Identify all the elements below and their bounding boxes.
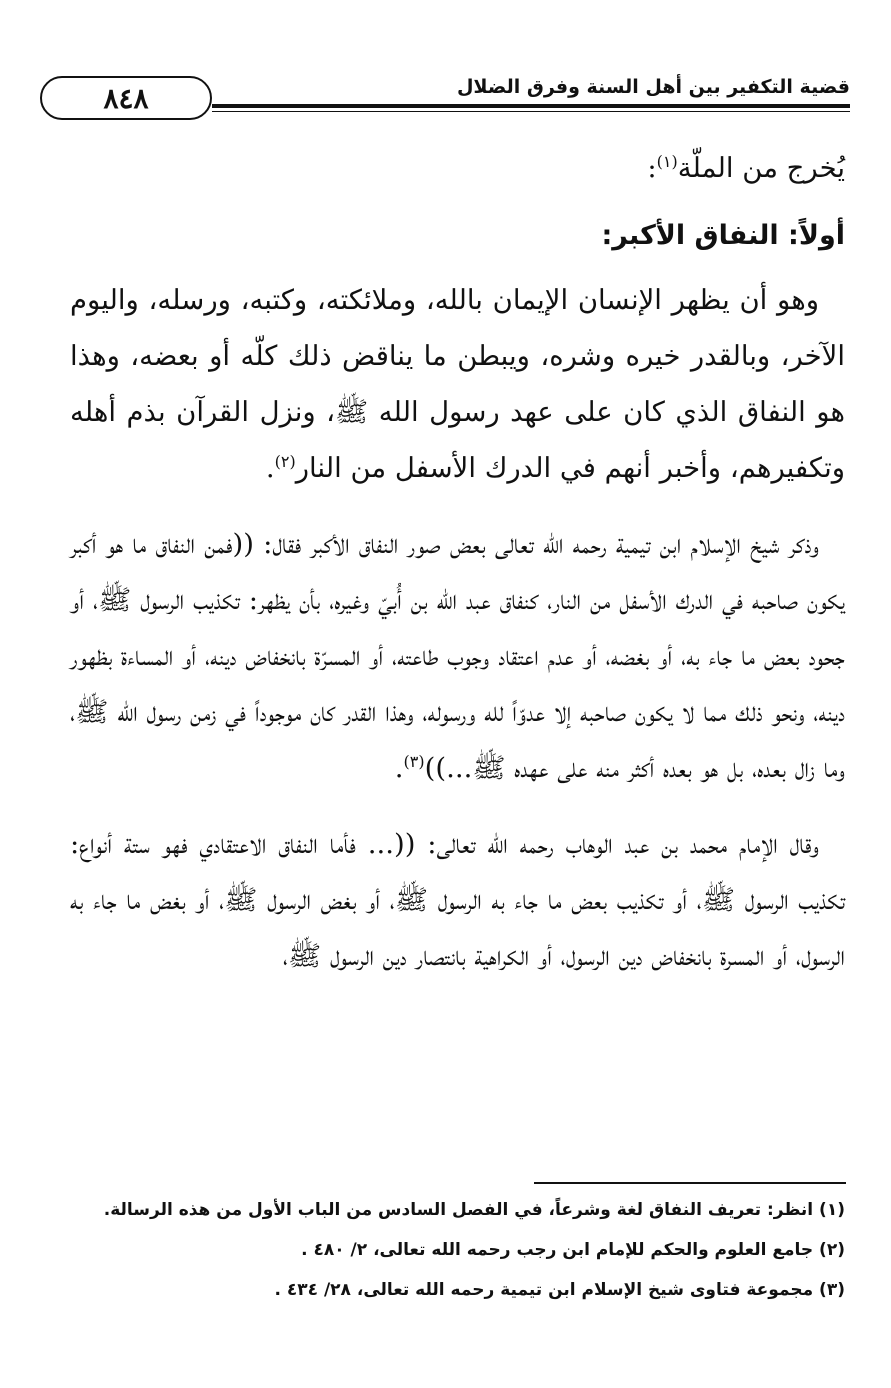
footnote-1 <box>55 1190 845 1230</box>
footnote-2 <box>55 1230 845 1270</box>
footnote-ref-3: (٣) <box>403 751 425 771</box>
running-title: قضية التكفير بين أهل السنة وفرق الضلال <box>456 76 850 98</box>
intro-text: يُخرج من الملّة <box>677 152 845 184</box>
footnote-text: جامع العلوم والحكم للإمام ابن رجب رحمه الله تعالى، ٢/ ٤٨٠ . <box>301 1240 814 1260</box>
paragraph-2 <box>70 516 845 796</box>
footnote-number: (٢) <box>819 1240 845 1260</box>
footnote-ref-1: (١) <box>656 151 678 171</box>
paragraph-2-text: وذكر شيخ الإسلام ابن تيمية رحمه الله تعالى بعض صور النفاق الأكبر فقال: ((فمن النفاق ما هو أكبر يكون صاحبه في الدرك الأسفل من النار، كنفاق عبد الله بن أُبيّ وغيره، بأن يظهر: تكذيب الرسول ﷺ، أو جحود بعض ما جاء به، أو بغضه، أو عدم اعتقاد وجوب طاعته، أو المسرّة بانخفاض دينه، أو المساءة بظهور دينه، ونحو ذلك مما لا يكون صاحبه إلا عدوّاً لله ورسوله، وهذا القدر كان موجوداً في زمن رسول الله ﷺ، وما زال بعده، بل هو بعده أكثر منه على عهده ﷺ...)) <box>70 528 845 784</box>
paragraph-3: وقال الإمام محمد بن عبد الوهاب رحمه الله تعالى: ((... فأما النفاق الاعتقادي فهو ستة أنواع: تكذيب الرسول ﷺ، أو تكذيب بعض ما جاء به الرسول ﷺ، أو بغض الرسول ﷺ، أو بغض ما جاء به الرسول، أو المسرة بانخفاض دين الرسول، أو الكراهية بانتصار دين الرسول ﷺ، <box>70 828 845 972</box>
page-number: ٨٤٨ <box>40 76 212 120</box>
footnotes <box>55 1190 845 1310</box>
footnote-number: (١) <box>819 1200 845 1220</box>
section-heading: أولاً: النفاق الأكبر: <box>601 220 845 251</box>
main-text <box>70 140 845 984</box>
footnote-text: انظر: تعريف النفاق لغة وشرعاً، في الفصل السادس من الباب الأول من هذه الرسالة. <box>103 1200 814 1220</box>
footnote-ref-2: (٢) <box>274 451 296 471</box>
spacer <box>70 496 845 516</box>
footnote-text: مجموعة فتاوى شيخ الإسلام ابن تيمية رحمه الله تعالى، ٢٨/ ٤٣٤ . <box>274 1280 814 1300</box>
footnote-3 <box>55 1270 845 1310</box>
paragraph-1-text: وهو أن يظهر الإنسان الإيمان بالله، وملائكته، وكتبه، ورسله، واليوم الآخر، وبالقدر خيره وشره، ويبطن ما يناقض ذلك كلّه أو بعضه، وهذا هو النفاق الذي كان على عهد رسول الله ﷺ، ونزل القرآن بذم أهله وتكفيرهم، وأخبر أنهم في الدرك الأسفل من النار <box>70 284 845 484</box>
spacer <box>70 796 845 816</box>
intro-end: : <box>647 152 657 184</box>
running-header <box>40 66 850 126</box>
header-rule-thin <box>212 111 850 112</box>
footnote-number: (٣) <box>819 1280 845 1300</box>
paragraph-2-end: . <box>394 752 404 784</box>
footnote-separator <box>534 1182 846 1184</box>
header-rule-thick <box>212 104 850 108</box>
paragraph-1-end: . <box>265 452 275 484</box>
paragraph-1 <box>70 272 845 496</box>
intro-line <box>70 140 845 196</box>
